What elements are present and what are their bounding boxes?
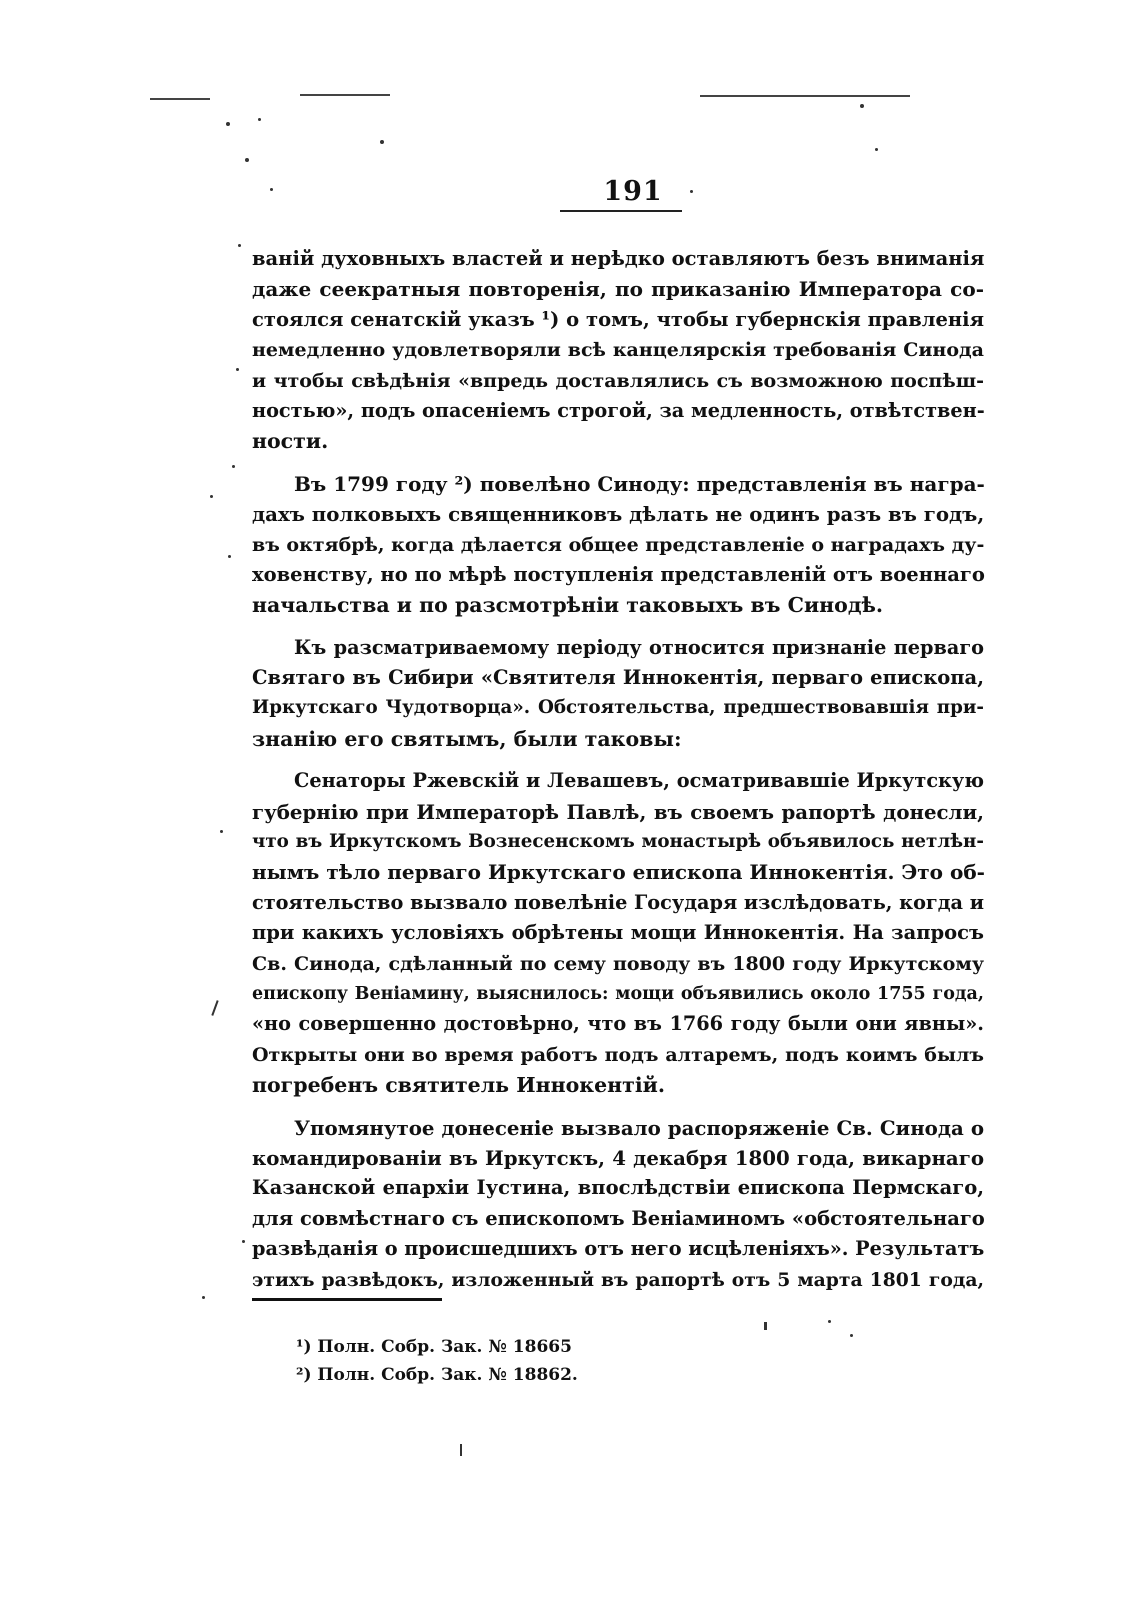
- paragraph: [252, 633, 984, 755]
- text-line: стоятельство вызвало повелѣнiе Государя изслѣдовать, когда и: [252, 890, 985, 914]
- body-text: [252, 244, 984, 1307]
- scan-speck: [850, 1334, 853, 1337]
- footnote: ²) Полн. Собр. Зак. № 18862.: [296, 1365, 578, 1385]
- text-line: погребенъ святитель Иннокентiй.: [252, 1073, 665, 1098]
- scan-speck: [460, 1444, 462, 1456]
- text-line: немедленно удовлетворяли всѣ канцелярскiя требованiя Синода: [252, 339, 984, 362]
- scan-speck: [860, 104, 864, 108]
- footnotes: [296, 1333, 696, 1389]
- text-line: «но совершенно достовѣрно, что въ 1766 году были они явны».: [252, 1012, 984, 1036]
- scan-speck: [258, 118, 261, 121]
- scan-speck: [236, 368, 239, 371]
- footnote-rule: [252, 1298, 442, 1301]
- footnote: ¹) Полн. Собр. Зак. № 18665: [296, 1337, 572, 1357]
- text-line: развѣданiя о происшедшихъ отъ него исцѣленiяхъ». Результатъ: [252, 1237, 985, 1261]
- scan-speck: [242, 1240, 245, 1243]
- scan-speck: [228, 555, 231, 558]
- text-line: этихъ развѣдокъ, изложенный въ рапортѣ отъ 5 марта 1801 года,: [252, 1268, 984, 1291]
- paragraph: [252, 244, 984, 457]
- scan-speck: [828, 1320, 831, 1323]
- text-line: и чтобы свѣдѣнiя «впредь доставлялись съ возможною поспѣш-: [252, 369, 984, 392]
- text-line: ностью», подъ опасенiемъ строгой, за медленность, отвѣтствен-: [252, 398, 985, 422]
- text-line: ности.: [252, 429, 329, 454]
- scan-speck: [764, 1322, 767, 1330]
- scan-speck: [220, 830, 223, 833]
- scan-speck: [875, 148, 878, 151]
- page-number: 191: [603, 176, 663, 207]
- text-line: Сенаторы Ржевскiй и Левашевъ, осматривавшiе Иркутскую: [294, 769, 984, 793]
- paragraph: [252, 1113, 984, 1295]
- text-line: Къ разсматриваемому перiоду относится признанiе перваго: [294, 635, 984, 659]
- text-line: Св. Синода, сдѣланный по сему поводу въ 1800 году Иркутскому: [252, 952, 984, 975]
- scan-speck: [700, 95, 910, 97]
- text-line: Казанской епархiи Iустина, впослѣдствiи епископа Пермскаго,: [252, 1176, 984, 1200]
- scan-speck: [210, 495, 213, 498]
- scan-speck: [300, 94, 390, 96]
- text-line: епископу Венiамину, выяснилось: мощи объявились около 1755 года,: [252, 983, 984, 1004]
- text-line: для совмѣстнаго съ епископомъ Венiаминомъ «обстоятельнаго: [252, 1206, 985, 1230]
- text-line: командированiи въ Иркутскъ, 4 декабря 1800 года, викарнаго: [252, 1145, 984, 1170]
- text-line: знанiю его святымъ, были таковы:: [252, 726, 682, 751]
- text-line: что въ Иркутскомъ Вознесенскомъ монастырѣ объявилось нетлѣн-: [252, 831, 984, 853]
- scan-speck: [245, 158, 249, 162]
- scan-speck: [226, 122, 230, 126]
- text-line: ванiй духовныхъ властей и нерѣдко оставляютъ безъ вниманiя: [252, 247, 985, 270]
- scan-speck: [202, 1296, 205, 1299]
- text-line: Въ 1799 году ²) повелѣно Синоду: представленiя въ награ-: [294, 471, 985, 496]
- text-line: нымъ тѣло перваго Иркутскаго епископа Иннокентiя. Это об-: [252, 860, 985, 885]
- page-number-rule: [560, 210, 682, 212]
- text-line: въ октябрѣ, когда дѣлается общее представленiе о наградахъ ду-: [252, 533, 985, 556]
- text-line: ховенству, но по мѣрѣ поступленiя представленiй отъ военнаго: [252, 562, 985, 586]
- text-line: губернiю при Императорѣ Павлѣ, въ своемъ рапортѣ донесли,: [252, 799, 984, 824]
- text-line: Открыты они во время работъ подъ алтаремъ, подъ коимъ былъ: [252, 1043, 984, 1066]
- scan-speck: [238, 244, 241, 247]
- paragraph: [252, 469, 984, 621]
- paragraph: [252, 766, 984, 1100]
- text-line: даже сеекратныя повторенiя, по приказанiю Императора со-: [252, 277, 984, 302]
- scan-speck: [232, 465, 235, 468]
- scan-speck: [150, 98, 210, 100]
- text-line: начальства и по разсмотрѣнiи таковыхъ въ Синодѣ.: [252, 593, 884, 618]
- scan-speck: [270, 188, 273, 191]
- text-line: стоялся сенатскiй указъ ¹) о томъ, чтобы губернскiя правленiя: [252, 307, 984, 331]
- text-line: Иркутскаго Чудотворца». Обстоятельства, предшествовавшiя при-: [252, 697, 984, 719]
- text-line: дахъ полковыхъ священниковъ дѣлать не одинъ разъ въ годъ,: [252, 502, 985, 527]
- text-line: Упомянутое донесенiе вызвало распоряженiе Св. Синода о: [294, 1115, 984, 1140]
- text-line: при какихъ условiяхъ обрѣтены мощи Иннокентiя. На запросъ: [252, 921, 984, 945]
- text-line: Святаго въ Сибири «Святителя Иннокентiя, перваго епископа,: [252, 666, 984, 690]
- scan-speck: [211, 1000, 218, 1016]
- scan-speck: [380, 140, 384, 144]
